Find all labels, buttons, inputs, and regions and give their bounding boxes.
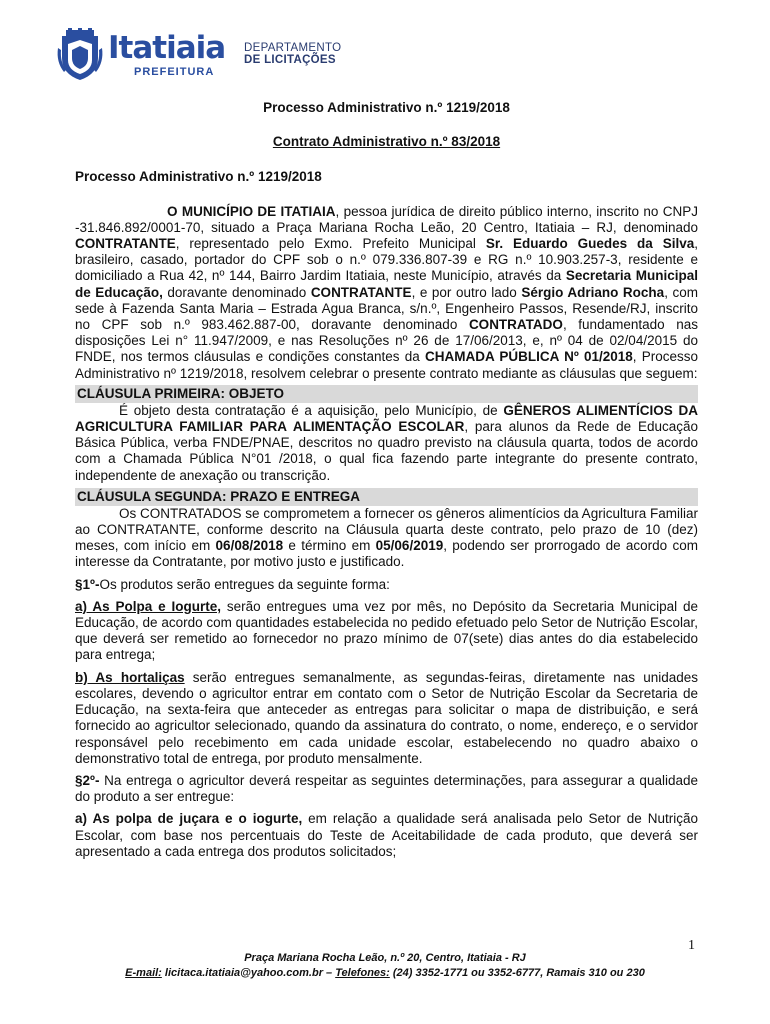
contract-title: Contrato Administrativo n.º 83/2018 xyxy=(272,134,501,150)
clause-heading-2: CLÁUSULA SEGUNDA: PRAZO E ENTREGA xyxy=(75,488,698,506)
item-b-hortalicas: b) As hortaliças serão entregues semanalmente, as segundas-feiras, diretamente nas unidades escolares, devendo o agricultor entrar em contato com o Setor de Nutrição Escolar da Secretaria de Educação, na sexta-feira que anteceder as entregas para solicitar o mapa de distribuição, e será fornecido ao agricultor selecionado, quando da assinatura do contrato, o nome, endereço, e o servidor responsável pelo recebimento em cada unidade escolar, estabelecendo no quadro abaixo o demonstrativo total de entrega, por produto mensalmente. xyxy=(75,669,698,766)
clause-heading-1: CLÁUSULA PRIMEIRA: OBJETO xyxy=(75,385,698,403)
footer-contacts: E-mail: licitaca.itatiaia@yahoo.com.br – Telefones: (24) 3352-1771 ou 3352-6777, Ramais 310 ou 230 xyxy=(125,967,645,979)
paragraph-2: §2º- Na entrega o agricultor deverá respeitar as seguintes determinações, para assegurar a qualidade do produto a ser entregue: xyxy=(75,772,698,805)
intro-paragraph: O MUNICÍPIO DE ITATIAIA, pessoa jurídica de direito público interno, inscrito no CNPJ -31.846.892/0001-70, situado a Praça Mariana Rocha Leão, 20 Centro, Itatiaia – RJ, denominado CONTRATANTE, representado pelo Exmo. Prefeito Municipal Sr. Eduardo Guedes da Silva, brasileiro, casado, portador do CPF sob o n.º 079.336.807-39 e RG n.º 10.903.257-3, residente e domiciliado a Rua 42, nº 144, Bairro Jardim Itatiaia, neste Município, através da Secretaria Municipal de Educação, doravante denominado CONTRATANTE, e por outro lado Sérgio Adriano Rocha, com sede à Fazenda Santa Maria – Estrada Agua Branca, s/n.º, Engenheiro Passos, Resende/RJ, inscrito no CPF sob n.º 983.462.887-00, doravante denominado CONTRATADO, fundamentado nas disposições Lei n° 11.947/2009, e nas Resoluções nº 26 de 17/06/2013, e, nº 04 de 02/04/2015 do FNDE, nos termos cláusulas e condições constantes da CHAMADA PÚBLICA Nº 01/2018, Processo Administrativo nº 1219/2018, resolvem celebrar o presente contrato mediante as cláusulas que seguem: xyxy=(75,203,698,381)
letterhead xyxy=(56,28,376,84)
process-subtitle: Processo Administrativo n.º 1219/2018 xyxy=(75,169,322,185)
clause1-paragraph: É objeto desta contratação é a aquisição, pelo Município, de GÊNEROS ALIMENTÍCIOS DA AGRICULTURA FAMILIAR PARA ALIMENTAÇÃO ESCOLAR, para alunos da Rede de Educação Básica Pública, verba FNDE/PNAE, descritos no quadro previsto na cláusula quarta, todos de acordo com a Chamada Pública N°01 /2018, o qual fica fazendo parte integrante do presente contrato, independente de anexação ou transcrição. xyxy=(75,402,698,483)
brand-name: Itatiaia xyxy=(108,30,226,66)
page-number: 1 xyxy=(688,938,695,953)
municipal-crest-icon xyxy=(56,28,104,82)
contract-body xyxy=(75,96,698,860)
footer xyxy=(0,951,770,981)
brand-subtitle: PREFEITURA xyxy=(134,66,215,78)
item-a-polpa-jucara: a) As polpa de juçara e o iogurte, em relação a qualidade será analisada pelo Setor de Nutrição Escolar, com base nos percentuais do Teste de Aceitabilidade de cada produto, que deverá ser apresentado a cada entrega dos produtos solicitados; xyxy=(75,811,698,859)
clause2-paragraph: Os CONTRATADOS se comprometem a fornecer os gêneros alimentícios da Agricultura Familiar ao CONTRATANTE, conforme descrito na Cláusula quarta deste contrato, pelo prazo de 10 (dez) meses, com início em 06/08/2018 e término em 05/06/2019, podendo ser prorrogado de acordo com interesse da Contratante, por motivo justo e justificado. xyxy=(75,505,699,570)
department-name xyxy=(244,42,341,66)
department-line2: DE LICITAÇÕES xyxy=(244,54,336,66)
item-a-polpa-iogurte: a) As Polpa e Iogurte, serão entregues uma vez por mês, no Depósito da Secretaria Municipal de Educação, de acordo com quantidades estabelecida no pedido efetuado pelo Setor de Nutrição Escolar, que deverá ser remetido ao fornecedor no prazo mínimo de 07(sete) dias antes do dia estabelecido para entrega; xyxy=(75,598,699,663)
paragraph-1-intro: §1º-Os produtos serão entregues da seguinte forma: xyxy=(75,576,390,592)
department-line1: DEPARTAMENTO xyxy=(244,42,342,54)
process-title: Processo Administrativo n.º 1219/2018 xyxy=(263,100,510,115)
footer-address: Praça Mariana Rocha Leão, n.º 20, Centro, Itatiaia - RJ xyxy=(244,952,526,964)
